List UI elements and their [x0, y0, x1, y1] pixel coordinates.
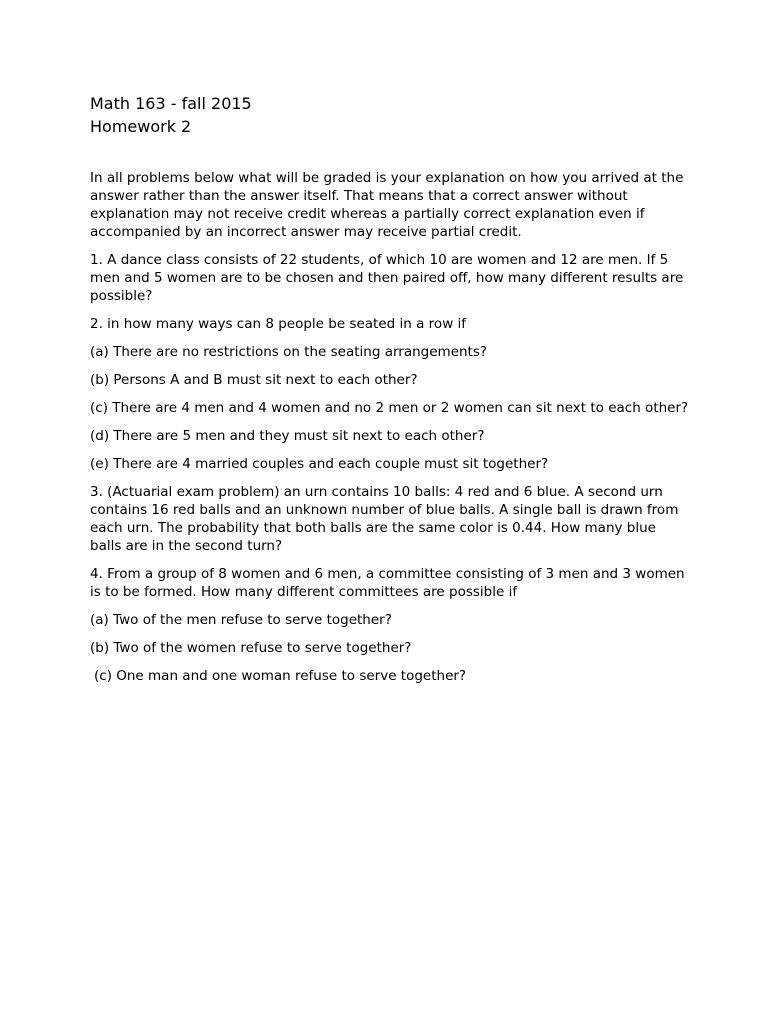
intro-paragraph: In all problems below what will be graded is your explanation on how you arrived at the answer rather than the answer itself. That means that a correct answer without explanation may not receive credit whereas a partially correct explanation even if accompanied by an incorrect answer may receive partial credit.	[90, 170, 684, 240]
problem-2a: (a) There are no restrictions on the seating arrangements?	[90, 344, 488, 360]
document-body	[90, 169, 690, 685]
document-title: Math 163 - fall 2015	[90, 94, 252, 113]
problem-2e: (e) There are 4 married couples and each couple must sit together?	[90, 456, 549, 472]
problem-1: 1. A dance class consists of 22 students, of which 10 are women and 12 are men. If 5 men and 5 women are to be chosen and then paired off, how many different results are possible?	[90, 252, 684, 304]
problem-4c: (c) One man and one woman refuse to serve together?	[94, 668, 467, 684]
problem-2: 2. in how many ways can 8 people be seated in a row if	[90, 316, 467, 332]
problem-2b: (b) Persons A and B must sit next to each other?	[90, 372, 418, 388]
problem-3: 3. (Actuarial exam problem) an urn contains 10 balls: 4 red and 6 blue. A second urn contains 16 red balls and an unknown number of blue balls. A single ball is drawn from each urn. The probability that both balls are the same color is 0.44. How many blue balls are in the second turn?	[90, 484, 679, 554]
document-subtitle: Homework 2	[90, 117, 192, 136]
problem-4: 4. From a group of 8 women and 6 men, a committee consisting of 3 men and 3 women is to be formed. How many different committees are possible if	[90, 566, 685, 600]
document-page	[90, 92, 690, 695]
problem-4b: (b) Two of the women refuse to serve together?	[90, 640, 412, 656]
problem-2d: (d) There are 5 men and they must sit next to each other?	[90, 428, 485, 444]
problem-4a: (a) Two of the men refuse to serve together?	[90, 612, 392, 628]
problem-2c: (c) There are 4 men and 4 women and no 2 men or 2 women can sit next to each other?	[90, 400, 689, 416]
